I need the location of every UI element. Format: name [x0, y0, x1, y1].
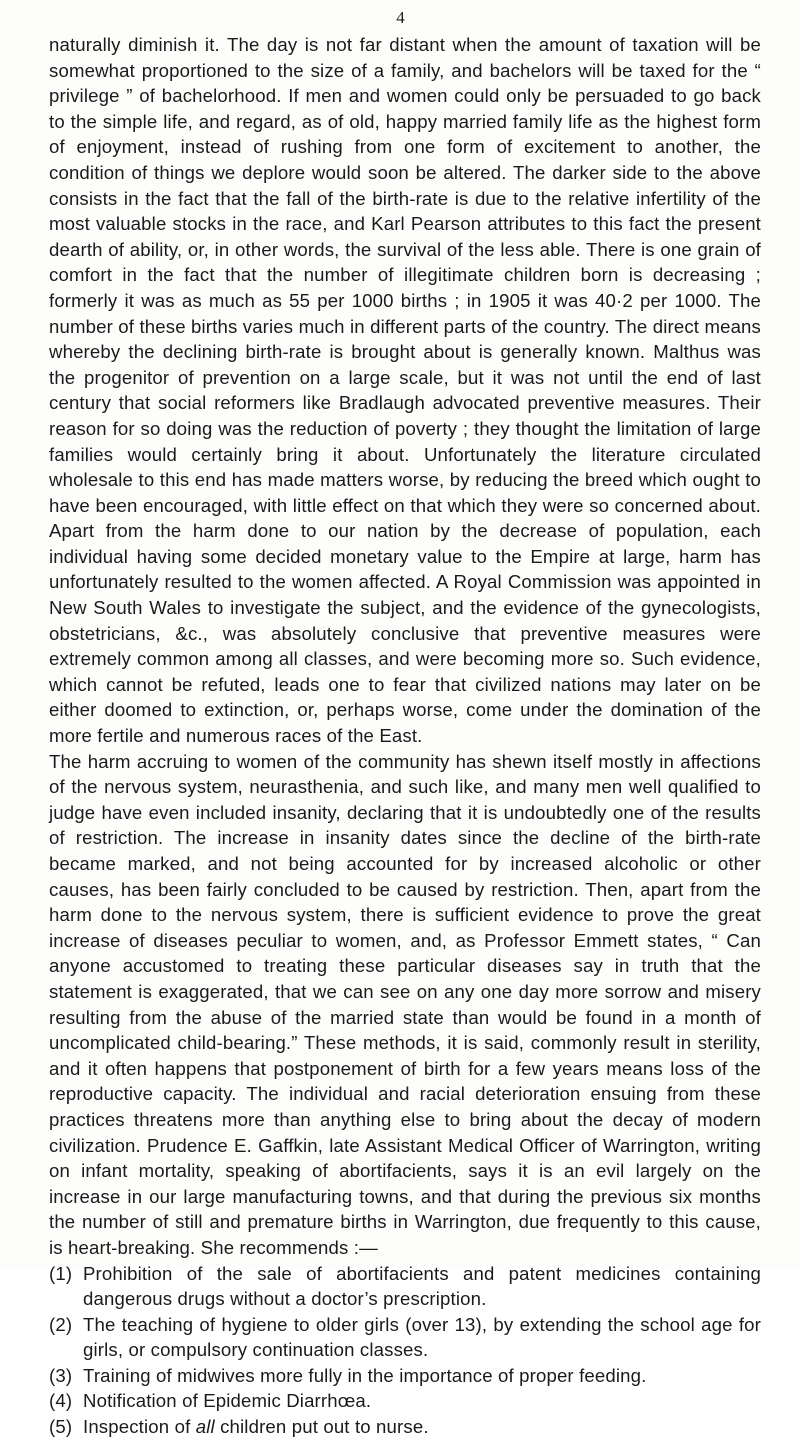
page-number: 4 — [396, 8, 405, 27]
list-item-text-start: Inspection of — [83, 1416, 196, 1438]
list-item-text: The teaching of hygiene to older girls (over 13), by extending the school age for girls, or compulsory continuation classes. — [83, 1313, 761, 1361]
paragraph-harm-to-women: The harm accruing to women of the community has shewn itself mostly in affections of the nervous system, neurasthenia, and such like, and many men well qualified to judge have even included insanity, declaring that it is undoubtedly one of the results of restriction. The increase in insanity dates since the decline of the birth-rate became marked, and not being accounted for by increased alcoholic or other causes, has been fairly concluded to be caused by restriction. Then, apart from the harm done to the nervous system, there is sufficient evidence to prove the great increase of diseases peculiar to women, and, as Professor Emmett states, “ Can anyone accustomed to treating these particular diseases say in truth that the statement is exaggerated, that we can see on any one day more sorrow and misery resulting from the abuse of the married state than would be found in a month of uncomplicated child-bearing.” These methods, it is said, commonly result in sterility, and it often happens that postponement of birth for a few years means loss of the reproductive capacity. The individual and racial deterioration ensuing from these practices threatens more than anything else to bring about the decay of modern civilization. Prudence E. Gaffkin, late Assistant Medical Officer of Warrington, writing on infant mortality, speaking of abortifacients, says it is an evil largely on the increase in our large manufacturing towns, and that during the previous six months the number of still and premature births in Warrington, due frequently to this cause, is heart-breaking. She recommends :— — [49, 750, 761, 1258]
emphasis-all: all — [195, 1416, 215, 1438]
list-item-number: (3) — [49, 1364, 73, 1386]
list-item-text: Training of midwives more fully in the importance of proper feeding. — [83, 1364, 647, 1386]
list-item-text: Prohibition of the sale of abortifacients and patent medicines containing dangerous drugs without a doctor’s prescription. — [83, 1262, 761, 1310]
list-item — [49, 1261, 761, 1312]
list-item-number: (5) — [49, 1416, 73, 1438]
list-item — [49, 1388, 761, 1414]
list-item-text: Notification of Epidemic Diarrhœa. — [83, 1390, 372, 1412]
list-item-number: (4) — [49, 1390, 73, 1412]
list-item — [49, 1363, 761, 1389]
paragraph-taxation-birth-rate: naturally diminish it. The day is not far distant when the amount of taxation will be somewhat proportioned to the size of a family, and bachelors will be taxed for the “ privilege ” of bachelorhood. If men and women could only be persuaded to go back to the simple life, and regard, as of old, happy married family life as the highest form of enjoyment, instead of rushing from one form of excitement to another, the condition of things we deplore would soon be altered. The darker side to the above consists in the fact that the fall of the birth-rate is due to the relative infertility of the most valuable stocks in the race, and Karl Pearson attributes to this fact the present dearth of ability, or, in other words, the survival of the less able. There is one grain of comfort in the fact that the number of illegitimate children born is decreasing ; formerly it was as much as 55 per 1000 births ; in 1905 it was 40·2 per 1000. The number of these births varies much in different parts of the country. The direct means whereby the declining birth-rate is brought about is generally known. Malthus was the progenitor of prevention on a large scale, but it was not until the end of last century that social reformers like Bradlaugh advocated preventive measures. Their reason for so doing was the reduction of poverty ; they thought the limitation of large families would certainly bring it about. Unfortunately the literature circulated wholesale to this end has made matters worse, by reducing the breed which ought to have been encouraged, with little effect on that which they were so concerned about. Apart from the harm done to our nation by the decrease of population, each individual having some decided monetary value to the Empire at large, harm has unfortunately resulted to the women affected. A Royal Commission was appointed in New South Wales to investigate the subject, and the evidence of the gynecologists, obstetricians, &c., was absolutely conclusive that preventive measures were extremely common among all classes, and were becoming more so. Such evidence, which cannot be refuted, leads one to fear that civilized nations may later on be either doomed to extinction, or, perhaps worse, come under the domination of the more fertile and numerous races of the East. — [49, 34, 761, 747]
list-item-number: (1) — [49, 1262, 73, 1284]
list-item — [49, 1312, 761, 1363]
list-item-number: (2) — [49, 1313, 73, 1335]
list-item-text — [83, 1414, 761, 1440]
list-item — [49, 1414, 761, 1440]
recommendations-list — [49, 1261, 761, 1440]
list-item-text-end: children put out to nurse. — [214, 1416, 429, 1438]
body-text — [49, 32, 761, 1440]
